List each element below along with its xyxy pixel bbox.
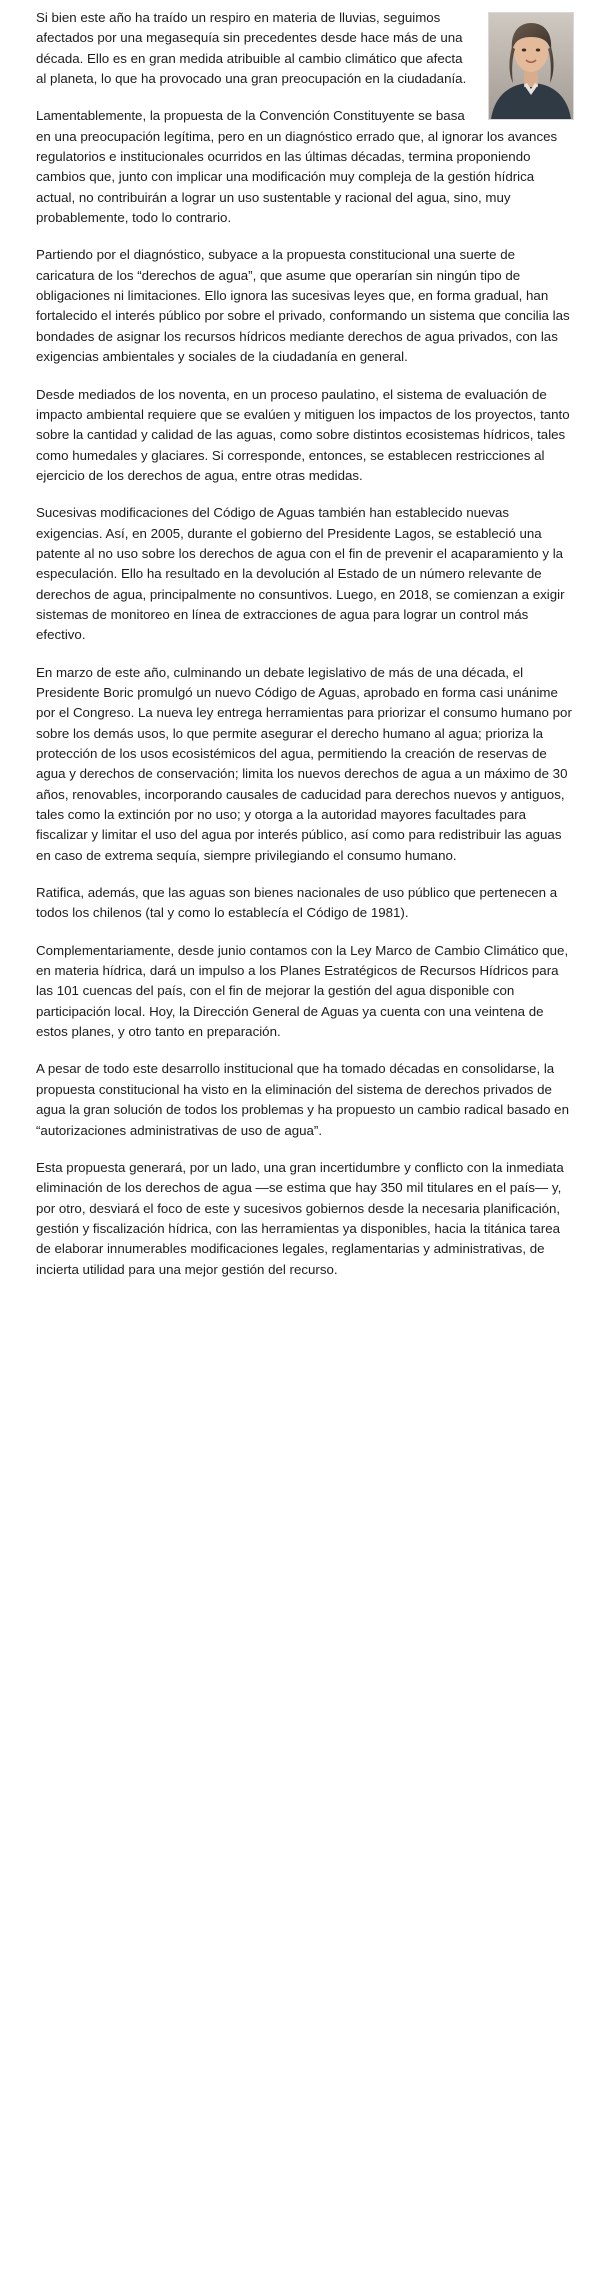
paragraph: Esta propuesta generará, por un lado, una gran incertidumbre y conflicto con la inmediata eliminación de los derechos de agua —se estima que hay 350 mil titulares en el país— y, por otro, desviará el foco de este y sucesivos gobiernos desde la necesaria planificación, gestión y fiscalización hídrica, con las herramientas ya disponibles, hacia la titánica tarea de elaborar innumerables modificaciones legales, reglamentarias y administrativas, de incierta utilidad para una mejor gestión del recurso.: [36, 1159, 564, 1277]
paragraph: A pesar de todo este desarrollo institucional que ha tomado décadas en consolidarse, la propuesta constitucional ha visto en la eliminación del sistema de derechos privados de agua la gran solución de todos los problemas y ha propuesto un cambio radical basado en “autorizaciones administrativas de uso de agua”.: [36, 1061, 569, 1138]
paragraph: Sucesivas modificaciones del Código de Aguas también han establecido nuevas exigencias. Así, en 2005, durante el gobierno del Presidente Lagos, se estableció una patente al no uso sobre los derechos de agua con el fin de prevenir el acaparamiento y la especulación. Ello ha resultado en la devolución al Estado de un número relevante de derechos de agua, principalmente no consuntivos. Luego, en 2018, se comienzan a exigir sistemas de monitoreo en línea de extracciones de agua para lograr un control más efectivo.: [36, 505, 565, 643]
paragraph: Partiendo por el diagnóstico, subyace a la propuesta constitucional una suerte de caricatura de los “derechos de agua”, que asume que operarían sin ningún tipo de obligaciones ni limitaciones. Ello ignora las sucesivas leyes que, en forma gradual, han fortalecido el interés público por sobre el privado, conformando un sistema que concilia las bondades de asignar los recursos hídricos mediante derechos de agua privados, con las exigencias ambientales y sociales de la ciudadanía en general.: [36, 247, 570, 365]
author-portrait-photo: [488, 12, 574, 120]
paragraph: En marzo de este año, culminando un debate legislativo de más de una década, el Presidente Boric promulgó un nuevo Código de Aguas, aprobado en forma casi unánime por el Congreso. La nueva ley entrega herramientas para priorizar el consumo humano por sobre los demás usos, lo que permite asegurar el derecho humano al agua; prioriza la protección de los usos ecosistémicos del agua, permitiendo la creación de reservas de agua y derechos de conservación; limita los nuevos derechos de agua a un máximo de 30 años, renovables, incorporando causales de caducidad para derechos nuevos y antiguos, tales como la extinción por no uso; y otorga a la autoridad mayores facultades para fiscalizar y limitar el uso del agua por interés público, así como para redistribuir las aguas en caso de extrema sequía, siempre privilegiando el consumo humano.: [36, 664, 572, 863]
paragraph: Desde mediados de los noventa, en un proceso paulatino, el sistema de evaluación de impacto ambiental requiere que se evalúen y mitiguen los impactos de los proyectos, tanto sobre la cantidad y calidad de las aguas, como sobre distintos ecosistemas hídricos, tales como humedales y glaciares. Si corresponde, entonces, se establecen restricciones al ejercicio de los derechos de agua, entre otras medidas.: [36, 386, 570, 483]
article-body: [36, 8, 574, 1280]
paragraph: Lamentablemente, la propuesta de la Convención Constituyente se basa en una preocupación legítima, pero en un diagnóstico errado que, al ignorar los avances regulatorios e institucionales ocurridos en las últimas décadas, termina proponiendo cambios que, junto con implicar una modificación muy compleja de la gestión hídrica actual, no contribuirán a lograr un uso sustentable y racional del agua, sino, muy probablemente, todo lo contrario.: [36, 108, 558, 226]
paragraph: Si bien este año ha traído un respiro en materia de lluvias, seguimos afectados por una megasequía sin precedentes desde hace más de una década. Ello es en gran medida atribuible al cambio climático que afecta al planeta, lo que ha provocado una gran preocupación en la ciudadanía.: [36, 10, 467, 87]
paragraph: Ratifica, además, que las aguas son bienes nacionales de uso público que pertenecen a todos los chilenos (tal y como lo establecía el Código de 1981).: [36, 885, 558, 921]
paragraph: Complementariamente, desde junio contamos con la Ley Marco de Cambio Climático que, en materia hídrica, dará un impulso a los Planes Estratégicos de Recursos Hídricos para las 101 cuencas del país, con el fin de mejorar la gestión del agua disponible con participación local. Hoy, la Dirección General de Aguas ya cuenta con una veintena de estos planes, y otro tanto en preparación.: [36, 942, 569, 1040]
